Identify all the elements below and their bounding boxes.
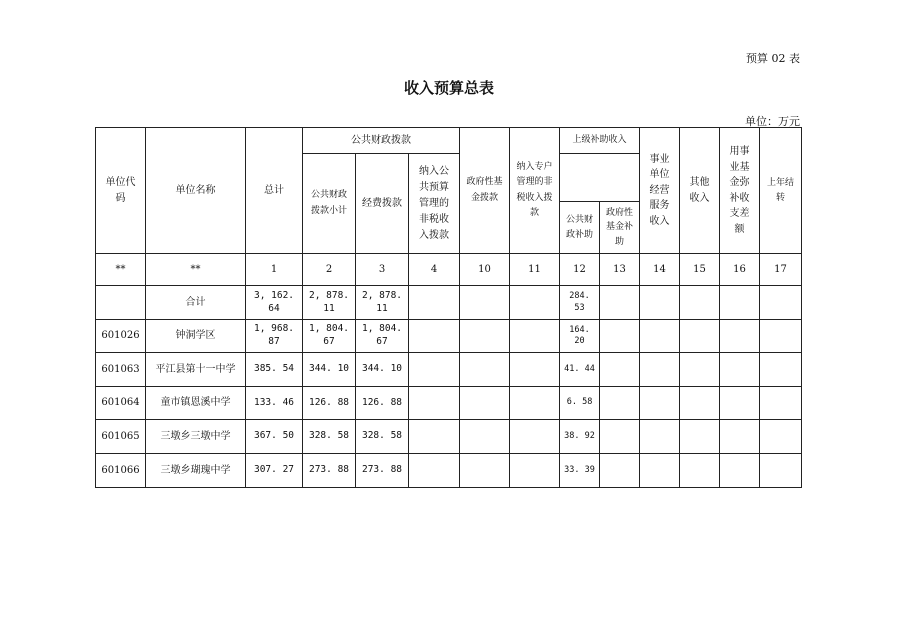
row-sup-public-cell: 33. 39	[560, 454, 600, 488]
row-sup-gov-cell	[600, 420, 640, 454]
header-fund-offset: 用事业基金弥补收支差额	[720, 128, 760, 254]
row-sup-gov-cell	[600, 353, 640, 387]
row-pf-subtotal-cell: 1, 804. 67	[303, 320, 356, 353]
row-code-cell: 601064	[96, 387, 146, 420]
row-special-nontax-cell	[510, 454, 560, 488]
row-sup-gov-cell	[600, 387, 640, 420]
row-pf-nontax-cell	[409, 320, 460, 353]
index-cell: 10	[460, 254, 510, 286]
header-pf-funds: 经费拨款	[356, 154, 409, 254]
row-sup-gov-cell	[600, 454, 640, 488]
row-name-cell: 三墩乡三墩中学	[146, 420, 246, 454]
row-sup-public-cell: 164. 20	[560, 320, 600, 353]
index-row	[96, 254, 802, 286]
row-name-cell: 合计	[146, 286, 246, 320]
header-public-fiscal: 公共财政拨款	[303, 128, 460, 154]
row-carryover-cell	[760, 420, 802, 454]
index-cell: 13	[600, 254, 640, 286]
table-row	[96, 387, 802, 420]
row-business-cell	[640, 320, 680, 353]
row-pf-subtotal-cell: 273. 88	[303, 454, 356, 488]
header-superior-spacer	[560, 154, 640, 202]
row-other-cell	[680, 286, 720, 320]
row-total-cell: 1, 968. 87	[246, 320, 303, 353]
row-other-cell	[680, 454, 720, 488]
index-cell: 17	[760, 254, 802, 286]
row-code-cell: 601026	[96, 320, 146, 353]
row-sup-public-cell: 38. 92	[560, 420, 600, 454]
row-fund-offset-cell	[720, 320, 760, 353]
row-code-cell	[96, 286, 146, 320]
row-pf-funds-cell: 344. 10	[356, 353, 409, 387]
header-gov-fund: 政府性基金拨款	[460, 128, 510, 254]
row-gov-fund-cell	[460, 387, 510, 420]
header-sup-gov: 政府性基金补助	[600, 202, 640, 254]
row-other-cell	[680, 320, 720, 353]
header-superior: 上级补助收入	[560, 128, 640, 154]
header-total: 总计	[246, 128, 303, 254]
row-special-nontax-cell	[510, 320, 560, 353]
row-pf-nontax-cell	[409, 454, 460, 488]
unit-label: 单位：万元	[745, 115, 800, 128]
row-gov-fund-cell	[460, 353, 510, 387]
row-total-cell: 133. 46	[246, 387, 303, 420]
row-carryover-cell	[760, 320, 802, 353]
row-business-cell	[640, 387, 680, 420]
row-fund-offset-cell	[720, 387, 760, 420]
row-fund-offset-cell	[720, 420, 760, 454]
row-name-cell: 童市镇恩溪中学	[146, 387, 246, 420]
row-carryover-cell	[760, 387, 802, 420]
table-row	[96, 454, 802, 488]
data-rows	[96, 286, 802, 488]
row-gov-fund-cell	[460, 454, 510, 488]
row-gov-fund-cell	[460, 320, 510, 353]
row-fund-offset-cell	[720, 454, 760, 488]
table-row	[96, 353, 802, 387]
row-pf-subtotal-cell: 2, 878. 11	[303, 286, 356, 320]
row-business-cell	[640, 353, 680, 387]
header-row-1	[96, 128, 802, 154]
row-sup-gov-cell	[600, 286, 640, 320]
row-code-cell: 601066	[96, 454, 146, 488]
index-cell: 2	[303, 254, 356, 286]
row-sup-gov-cell	[600, 320, 640, 353]
row-other-cell	[680, 387, 720, 420]
row-pf-subtotal-cell: 344. 10	[303, 353, 356, 387]
header-other: 其他收入	[680, 128, 720, 254]
row-special-nontax-cell	[510, 286, 560, 320]
table-row	[96, 320, 802, 353]
row-business-cell	[640, 420, 680, 454]
row-carryover-cell	[760, 353, 802, 387]
header-name: 单位名称	[146, 128, 246, 254]
row-name-cell: 钟洞学区	[146, 320, 246, 353]
row-sup-public-cell: 41. 44	[560, 353, 600, 387]
header-pf-subtotal: 公共财政拨款小计	[303, 154, 356, 254]
table-row	[96, 420, 802, 454]
row-other-cell	[680, 353, 720, 387]
header-business: 事业单位经营服务收入	[640, 128, 680, 254]
index-cell: 16	[720, 254, 760, 286]
row-pf-funds-cell: 273. 88	[356, 454, 409, 488]
index-cell: 4	[409, 254, 460, 286]
row-business-cell	[640, 286, 680, 320]
index-cell: **	[146, 254, 246, 286]
header-sup-public: 公共财政补助	[560, 202, 600, 254]
header-special-nontax: 纳入专户管理的非税收入拨款	[510, 128, 560, 254]
row-pf-nontax-cell	[409, 420, 460, 454]
row-pf-funds-cell: 2, 878. 11	[356, 286, 409, 320]
row-pf-nontax-cell	[409, 353, 460, 387]
row-total-cell: 3, 162. 64	[246, 286, 303, 320]
table-row	[96, 286, 802, 320]
form-number: 预算 02 表	[746, 52, 800, 65]
row-fund-offset-cell	[720, 353, 760, 387]
row-total-cell: 307. 27	[246, 454, 303, 488]
row-carryover-cell	[760, 454, 802, 488]
row-sup-public-cell: 284. 53	[560, 286, 600, 320]
row-carryover-cell	[760, 286, 802, 320]
row-other-cell	[680, 420, 720, 454]
row-name-cell: 三墩乡瑚瑰中学	[146, 454, 246, 488]
header-carryover: 上年结转	[760, 128, 802, 254]
index-cell: 15	[680, 254, 720, 286]
row-sup-public-cell: 6. 58	[560, 387, 600, 420]
row-pf-funds-cell: 126. 88	[356, 387, 409, 420]
row-pf-nontax-cell	[409, 387, 460, 420]
index-cell: 14	[640, 254, 680, 286]
index-cell: 12	[560, 254, 600, 286]
row-name-cell: 平江县第十一中学	[146, 353, 246, 387]
row-business-cell	[640, 454, 680, 488]
row-fund-offset-cell	[720, 286, 760, 320]
row-pf-subtotal-cell: 328. 58	[303, 420, 356, 454]
index-cell: **	[96, 254, 146, 286]
index-cell: 11	[510, 254, 560, 286]
row-special-nontax-cell	[510, 353, 560, 387]
row-pf-funds-cell: 1, 804. 67	[356, 320, 409, 353]
row-total-cell: 385. 54	[246, 353, 303, 387]
row-pf-funds-cell: 328. 58	[356, 420, 409, 454]
index-cell: 1	[246, 254, 303, 286]
row-special-nontax-cell	[510, 387, 560, 420]
header-pf-nontax: 纳入公共预算管理的非税收入拨款	[409, 154, 460, 254]
row-special-nontax-cell	[510, 420, 560, 454]
row-gov-fund-cell	[460, 286, 510, 320]
row-code-cell: 601063	[96, 353, 146, 387]
row-gov-fund-cell	[460, 420, 510, 454]
index-cell: 3	[356, 254, 409, 286]
budget-table	[95, 127, 802, 488]
row-pf-subtotal-cell: 126. 88	[303, 387, 356, 420]
header-code: 单位代码	[96, 128, 146, 254]
page-title: 收入预算总表	[403, 79, 494, 97]
row-code-cell: 601065	[96, 420, 146, 454]
row-pf-nontax-cell	[409, 286, 460, 320]
row-total-cell: 367. 50	[246, 420, 303, 454]
